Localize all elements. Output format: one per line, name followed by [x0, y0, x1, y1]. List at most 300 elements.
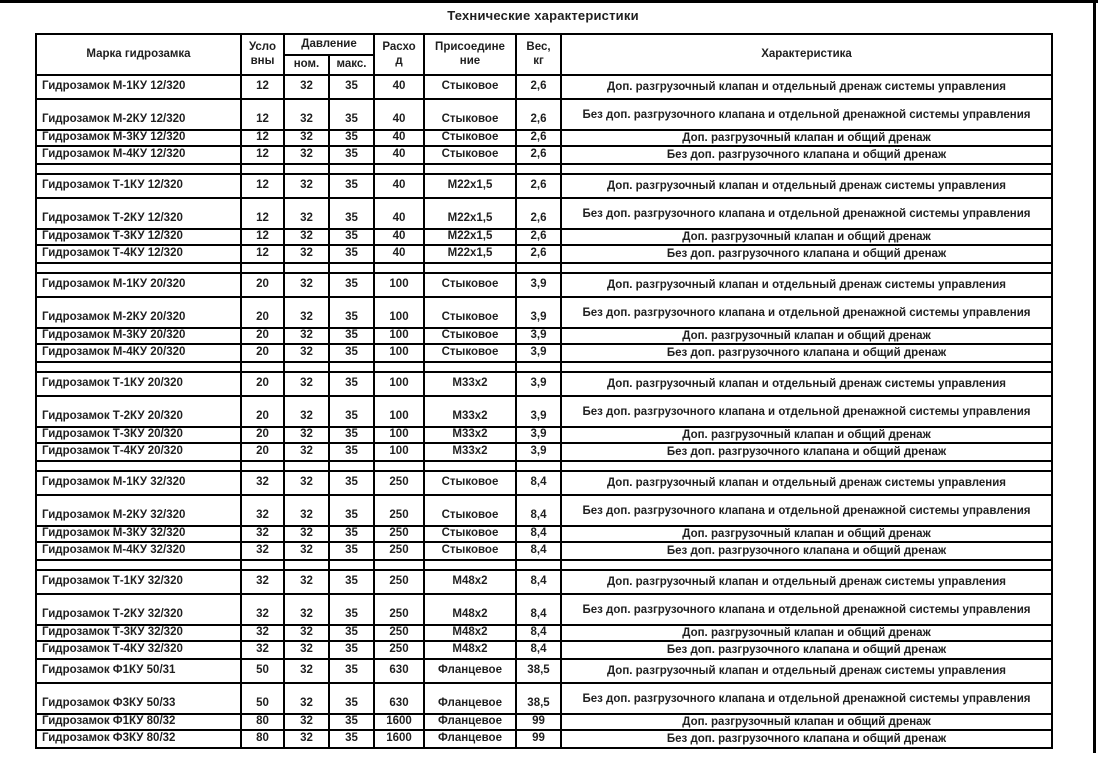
specs-table [35, 33, 1053, 749]
characteristic-cell: Без доп. разгрузочного клапана и отдельной дренажной системы управления [561, 495, 1052, 526]
pressure-nom-cell: 32 [284, 659, 329, 683]
specs-table-header [36, 34, 1052, 75]
spacer-cell [374, 164, 424, 174]
du-cell: 80 [241, 714, 284, 730]
connection-cell: М22х1,5 [424, 174, 516, 198]
flow-cell: 40 [374, 146, 424, 164]
characteristic-cell: Без доп. разгрузочного клапана и общий дренаж [561, 730, 1052, 748]
spacer-cell [284, 164, 329, 174]
table-row [36, 659, 1052, 683]
flow-cell: 40 [374, 245, 424, 263]
spacer-cell [36, 263, 241, 273]
spacer-cell [241, 461, 284, 471]
model-cell: Гидрозамок М-2КУ 20/320 [36, 297, 241, 328]
connection-cell: М33х2 [424, 427, 516, 443]
characteristic-cell: Без доп. разгрузочного клапана и отдельной дренажной системы управления [561, 594, 1052, 625]
model-cell: Гидрозамок Т-1КУ 20/320 [36, 372, 241, 396]
table-row [36, 594, 1052, 625]
model-cell: Гидрозамок Ф3КУ 80/32 [36, 730, 241, 748]
spacer-cell [36, 362, 241, 372]
characteristic-cell: Доп. разгрузочный клапан и отдельный дренаж системы управления [561, 75, 1052, 99]
pressure-nom-cell: 32 [284, 344, 329, 362]
spacer-row [36, 560, 1052, 570]
characteristic-cell: Без доп. разгрузочного клапана и общий дренаж [561, 443, 1052, 461]
connection-cell: М33х2 [424, 372, 516, 396]
pressure-nom-cell: 32 [284, 328, 329, 344]
column-header-pressure-max: макс. [329, 55, 374, 75]
weight-cell: 8,4 [516, 570, 561, 594]
connection-cell: М22х1,5 [424, 198, 516, 229]
pressure-max-cell: 35 [329, 245, 374, 263]
pressure-nom-cell: 32 [284, 570, 329, 594]
weight-cell: 2,6 [516, 75, 561, 99]
spacer-cell [284, 461, 329, 471]
characteristic-cell: Доп. разгрузочный клапан и общий дренаж [561, 625, 1052, 641]
connection-cell: Стыковое [424, 146, 516, 164]
spacer-row [36, 164, 1052, 174]
spacer-cell [516, 362, 561, 372]
du-cell: 20 [241, 396, 284, 427]
model-cell: Гидрозамок М-2КУ 32/320 [36, 495, 241, 526]
model-cell: Гидрозамок Ф3КУ 50/33 [36, 683, 241, 714]
pressure-nom-cell: 32 [284, 198, 329, 229]
connection-cell: Стыковое [424, 273, 516, 297]
characteristic-cell: Без доп. разгрузочного клапана и общий дренаж [561, 542, 1052, 560]
spacer-cell [329, 164, 374, 174]
specs-table-body [36, 75, 1052, 748]
du-cell: 20 [241, 372, 284, 396]
spacer-cell [329, 362, 374, 372]
pressure-nom-cell: 32 [284, 471, 329, 495]
model-cell: Гидрозамок М-1КУ 20/320 [36, 273, 241, 297]
pressure-nom-cell: 32 [284, 297, 329, 328]
du-cell: 12 [241, 130, 284, 146]
characteristic-cell: Без доп. разгрузочного клапана и отдельной дренажной системы управления [561, 198, 1052, 229]
du-cell: 32 [241, 471, 284, 495]
spacer-row [36, 263, 1052, 273]
du-cell: 12 [241, 245, 284, 263]
flow-cell: 40 [374, 229, 424, 245]
spacer-cell [241, 560, 284, 570]
du-cell: 12 [241, 174, 284, 198]
table-row [36, 130, 1052, 146]
model-cell: Гидрозамок Т-3КУ 12/320 [36, 229, 241, 245]
spacer-cell [561, 362, 1052, 372]
spacer-cell [516, 560, 561, 570]
weight-cell: 99 [516, 714, 561, 730]
spacer-cell [424, 560, 516, 570]
weight-cell: 8,4 [516, 526, 561, 542]
pressure-max-cell: 35 [329, 146, 374, 164]
pressure-max-cell: 35 [329, 570, 374, 594]
pressure-nom-cell: 32 [284, 641, 329, 659]
flow-cell: 40 [374, 75, 424, 99]
spacer-cell [36, 461, 241, 471]
column-header-model: Марка гидрозамка [36, 34, 241, 75]
flow-cell: 250 [374, 594, 424, 625]
table-row [36, 641, 1052, 659]
characteristic-cell: Доп. разгрузочный клапан и общий дренаж [561, 130, 1052, 146]
model-cell: Гидрозамок Т-2КУ 32/320 [36, 594, 241, 625]
spacer-cell [374, 461, 424, 471]
flow-cell: 100 [374, 396, 424, 427]
model-cell: Гидрозамок Ф1КУ 80/32 [36, 714, 241, 730]
connection-cell: Стыковое [424, 495, 516, 526]
model-cell: Гидрозамок М-3КУ 20/320 [36, 328, 241, 344]
spacer-cell [36, 560, 241, 570]
weight-cell: 3,9 [516, 443, 561, 461]
connection-cell: Стыковое [424, 328, 516, 344]
flow-cell: 630 [374, 683, 424, 714]
table-row [36, 75, 1052, 99]
table-row [36, 443, 1052, 461]
flow-cell: 630 [374, 659, 424, 683]
flow-cell: 40 [374, 198, 424, 229]
spacer-cell [284, 263, 329, 273]
table-row [36, 730, 1052, 748]
connection-cell: Стыковое [424, 471, 516, 495]
pressure-max-cell: 35 [329, 526, 374, 542]
pressure-max-cell: 35 [329, 229, 374, 245]
connection-cell: Фланцевое [424, 730, 516, 748]
characteristic-cell: Без доп. разгрузочного клапана и общий дренаж [561, 641, 1052, 659]
du-cell: 12 [241, 229, 284, 245]
connection-cell: Стыковое [424, 526, 516, 542]
spacer-cell [516, 461, 561, 471]
characteristic-cell: Доп. разгрузочный клапан и отдельный дренаж системы управления [561, 659, 1052, 683]
model-cell: Гидрозамок М-1КУ 12/320 [36, 75, 241, 99]
spacer-cell [516, 164, 561, 174]
column-header-weight: Вес, кг [516, 34, 561, 75]
weight-cell: 2,6 [516, 99, 561, 130]
pressure-nom-cell: 32 [284, 683, 329, 714]
connection-cell: М33х2 [424, 443, 516, 461]
pressure-nom-cell: 32 [284, 229, 329, 245]
header-row-top [36, 34, 1052, 55]
weight-cell: 3,9 [516, 427, 561, 443]
table-row [36, 542, 1052, 560]
connection-cell: Стыковое [424, 99, 516, 130]
spacer-cell [374, 263, 424, 273]
table-row [36, 198, 1052, 229]
model-cell: Гидрозамок Т-2КУ 20/320 [36, 396, 241, 427]
table-row [36, 683, 1052, 714]
pressure-max-cell: 35 [329, 427, 374, 443]
flow-cell: 250 [374, 526, 424, 542]
spacer-cell [284, 362, 329, 372]
pressure-max-cell: 35 [329, 714, 374, 730]
pressure-nom-cell: 32 [284, 625, 329, 641]
connection-cell: М48х2 [424, 570, 516, 594]
weight-cell: 3,9 [516, 297, 561, 328]
pressure-max-cell: 35 [329, 495, 374, 526]
pressure-max-cell: 35 [329, 328, 374, 344]
pressure-nom-cell: 32 [284, 542, 329, 560]
du-cell: 20 [241, 273, 284, 297]
model-cell: Гидрозамок М-4КУ 20/320 [36, 344, 241, 362]
pressure-max-cell: 35 [329, 471, 374, 495]
flow-cell: 250 [374, 495, 424, 526]
pressure-nom-cell: 32 [284, 495, 329, 526]
table-row [36, 174, 1052, 198]
spacer-cell [374, 560, 424, 570]
connection-cell: Стыковое [424, 542, 516, 560]
characteristic-cell: Без доп. разгрузочного клапана и отдельной дренажной системы управления [561, 683, 1052, 714]
model-cell: Гидрозамок М-3КУ 12/320 [36, 130, 241, 146]
table-row [36, 471, 1052, 495]
characteristic-cell: Доп. разгрузочный клапан и общий дренаж [561, 714, 1052, 730]
characteristic-cell: Без доп. разгрузочного клапана и общий дренаж [561, 146, 1052, 164]
pressure-max-cell: 35 [329, 344, 374, 362]
flow-cell: 100 [374, 427, 424, 443]
characteristic-cell: Без доп. разгрузочного клапана и отдельной дренажной системы управления [561, 396, 1052, 427]
page-title: Технические характеристики [447, 8, 639, 23]
table-row [36, 328, 1052, 344]
characteristic-cell: Доп. разгрузочный клапан и общий дренаж [561, 526, 1052, 542]
pressure-max-cell: 35 [329, 75, 374, 99]
column-header-connection: Присоединение [424, 34, 516, 75]
flow-cell: 40 [374, 130, 424, 146]
spacer-row [36, 362, 1052, 372]
connection-cell: Фланцевое [424, 714, 516, 730]
flow-cell: 100 [374, 273, 424, 297]
spacer-cell [516, 263, 561, 273]
spacer-cell [374, 362, 424, 372]
flow-cell: 40 [374, 99, 424, 130]
du-cell: 20 [241, 328, 284, 344]
du-cell: 32 [241, 641, 284, 659]
weight-cell: 2,6 [516, 146, 561, 164]
pressure-nom-cell: 32 [284, 75, 329, 99]
spacer-cell [424, 461, 516, 471]
pressure-nom-cell: 32 [284, 273, 329, 297]
du-cell: 12 [241, 99, 284, 130]
spacer-cell [36, 164, 241, 174]
characteristic-cell: Доп. разгрузочный клапан и отдельный дренаж системы управления [561, 570, 1052, 594]
flow-cell: 100 [374, 297, 424, 328]
page-frame-right-line [1093, 0, 1096, 753]
spacer-cell [329, 263, 374, 273]
table-row [36, 625, 1052, 641]
flow-cell: 250 [374, 570, 424, 594]
flow-cell: 250 [374, 641, 424, 659]
spacer-cell [241, 164, 284, 174]
connection-cell: Стыковое [424, 344, 516, 362]
pressure-max-cell: 35 [329, 625, 374, 641]
table-row [36, 396, 1052, 427]
du-cell: 12 [241, 198, 284, 229]
connection-cell: Стыковое [424, 130, 516, 146]
du-cell: 12 [241, 146, 284, 164]
du-cell: 32 [241, 495, 284, 526]
pressure-max-cell: 35 [329, 641, 374, 659]
table-row [36, 297, 1052, 328]
model-cell: Гидрозамок М-3КУ 32/320 [36, 526, 241, 542]
connection-cell: М22х1,5 [424, 229, 516, 245]
characteristic-cell: Без доп. разгрузочного клапана и общий дренаж [561, 245, 1052, 263]
flow-cell: 1600 [374, 714, 424, 730]
flow-cell: 250 [374, 471, 424, 495]
table-row [36, 427, 1052, 443]
page-frame-top-line [0, 0, 1098, 3]
pressure-nom-cell: 32 [284, 714, 329, 730]
weight-cell: 38,5 [516, 683, 561, 714]
weight-cell: 2,6 [516, 229, 561, 245]
du-cell: 20 [241, 297, 284, 328]
model-cell: Гидрозамок М-2КУ 12/320 [36, 99, 241, 130]
pressure-nom-cell: 32 [284, 443, 329, 461]
weight-cell: 3,9 [516, 328, 561, 344]
connection-cell: Фланцевое [424, 659, 516, 683]
characteristic-cell: Доп. разгрузочный клапан и общий дренаж [561, 229, 1052, 245]
weight-cell: 3,9 [516, 372, 561, 396]
column-header-characteristic: Характеристика [561, 34, 1052, 75]
pressure-nom-cell: 32 [284, 730, 329, 748]
table-row [36, 146, 1052, 164]
connection-cell: М48х2 [424, 594, 516, 625]
flow-cell: 250 [374, 542, 424, 560]
weight-cell: 2,6 [516, 130, 561, 146]
spacer-cell [561, 263, 1052, 273]
pressure-max-cell: 35 [329, 273, 374, 297]
characteristic-cell: Доп. разгрузочный клапан и отдельный дренаж системы управления [561, 174, 1052, 198]
du-cell: 32 [241, 542, 284, 560]
characteristic-cell: Доп. разгрузочный клапан и отдельный дренаж системы управления [561, 372, 1052, 396]
du-cell: 80 [241, 730, 284, 748]
table-row [36, 495, 1052, 526]
characteristic-cell: Без доп. разгрузочного клапана и отдельной дренажной системы управления [561, 297, 1052, 328]
column-header-du: Условны [241, 34, 284, 75]
du-cell: 20 [241, 443, 284, 461]
spacer-cell [424, 263, 516, 273]
characteristic-cell: Доп. разгрузочный клапан и отдельный дренаж системы управления [561, 273, 1052, 297]
weight-cell: 3,9 [516, 344, 561, 362]
pressure-max-cell: 35 [329, 443, 374, 461]
spacer-cell [241, 362, 284, 372]
connection-cell: М22х1,5 [424, 245, 516, 263]
flow-cell: 100 [374, 328, 424, 344]
weight-cell: 2,6 [516, 245, 561, 263]
weight-cell: 8,4 [516, 641, 561, 659]
column-header-pressure: Давление [284, 34, 374, 55]
connection-cell: М33х2 [424, 396, 516, 427]
du-cell: 50 [241, 683, 284, 714]
spacer-cell [561, 560, 1052, 570]
table-row [36, 273, 1052, 297]
characteristic-cell: Без доп. разгрузочного клапана и отдельной дренажной системы управления [561, 99, 1052, 130]
model-cell: Гидрозамок Т-2КУ 12/320 [36, 198, 241, 229]
weight-cell: 2,6 [516, 174, 561, 198]
table-row [36, 229, 1052, 245]
du-cell: 12 [241, 75, 284, 99]
pressure-nom-cell: 32 [284, 396, 329, 427]
model-cell: Гидрозамок М-4КУ 32/320 [36, 542, 241, 560]
weight-cell: 8,4 [516, 542, 561, 560]
du-cell: 32 [241, 594, 284, 625]
du-cell: 20 [241, 427, 284, 443]
weight-cell: 99 [516, 730, 561, 748]
flow-cell: 40 [374, 174, 424, 198]
pressure-nom-cell: 32 [284, 526, 329, 542]
table-row [36, 245, 1052, 263]
table-row [36, 344, 1052, 362]
weight-cell: 8,4 [516, 471, 561, 495]
table-row [36, 99, 1052, 130]
weight-cell: 3,9 [516, 273, 561, 297]
pressure-max-cell: 35 [329, 198, 374, 229]
pressure-nom-cell: 32 [284, 130, 329, 146]
table-row [36, 714, 1052, 730]
table-row [36, 570, 1052, 594]
pressure-max-cell: 35 [329, 730, 374, 748]
connection-cell: Стыковое [424, 75, 516, 99]
spacer-cell [284, 560, 329, 570]
connection-cell: Фланцевое [424, 683, 516, 714]
pressure-max-cell: 35 [329, 659, 374, 683]
spacer-row [36, 461, 1052, 471]
pressure-nom-cell: 32 [284, 427, 329, 443]
model-cell: Гидрозамок Т-4КУ 12/320 [36, 245, 241, 263]
connection-cell: М48х2 [424, 625, 516, 641]
du-cell: 32 [241, 526, 284, 542]
column-header-pressure-nom: ном. [284, 55, 329, 75]
weight-cell: 8,4 [516, 594, 561, 625]
pressure-nom-cell: 32 [284, 174, 329, 198]
pressure-nom-cell: 32 [284, 245, 329, 263]
model-cell: Гидрозамок Т-3КУ 32/320 [36, 625, 241, 641]
pressure-max-cell: 35 [329, 297, 374, 328]
pressure-max-cell: 35 [329, 683, 374, 714]
weight-cell: 8,4 [516, 625, 561, 641]
pressure-nom-cell: 32 [284, 99, 329, 130]
flow-cell: 100 [374, 344, 424, 362]
flow-cell: 100 [374, 372, 424, 396]
spacer-cell [561, 461, 1052, 471]
du-cell: 20 [241, 344, 284, 362]
weight-cell: 2,6 [516, 198, 561, 229]
du-cell: 32 [241, 570, 284, 594]
weight-cell: 38,5 [516, 659, 561, 683]
pressure-max-cell: 35 [329, 174, 374, 198]
pressure-max-cell: 35 [329, 99, 374, 130]
connection-cell: Стыковое [424, 297, 516, 328]
pressure-nom-cell: 32 [284, 594, 329, 625]
weight-cell: 8,4 [516, 495, 561, 526]
model-cell: Гидрозамок М-1КУ 32/320 [36, 471, 241, 495]
table-row [36, 372, 1052, 396]
model-cell: Гидрозамок Т-1КУ 12/320 [36, 174, 241, 198]
spacer-cell [241, 263, 284, 273]
pressure-nom-cell: 32 [284, 146, 329, 164]
pressure-max-cell: 35 [329, 542, 374, 560]
weight-cell: 3,9 [516, 396, 561, 427]
model-cell: Гидрозамок М-4КУ 12/320 [36, 146, 241, 164]
flow-cell: 250 [374, 625, 424, 641]
characteristic-cell: Доп. разгрузочный клапан и общий дренаж [561, 427, 1052, 443]
characteristic-cell: Доп. разгрузочный клапан и общий дренаж [561, 328, 1052, 344]
pressure-max-cell: 35 [329, 396, 374, 427]
pressure-max-cell: 35 [329, 130, 374, 146]
connection-cell: М48х2 [424, 641, 516, 659]
column-header-flow: Расход [374, 34, 424, 75]
du-cell: 50 [241, 659, 284, 683]
model-cell: Гидрозамок Т-1КУ 32/320 [36, 570, 241, 594]
characteristic-cell: Доп. разгрузочный клапан и отдельный дренаж системы управления [561, 471, 1052, 495]
characteristic-cell: Без доп. разгрузочного клапана и общий дренаж [561, 344, 1052, 362]
spacer-cell [424, 164, 516, 174]
pressure-max-cell: 35 [329, 372, 374, 396]
model-cell: Гидрозамок Т-3КУ 20/320 [36, 427, 241, 443]
